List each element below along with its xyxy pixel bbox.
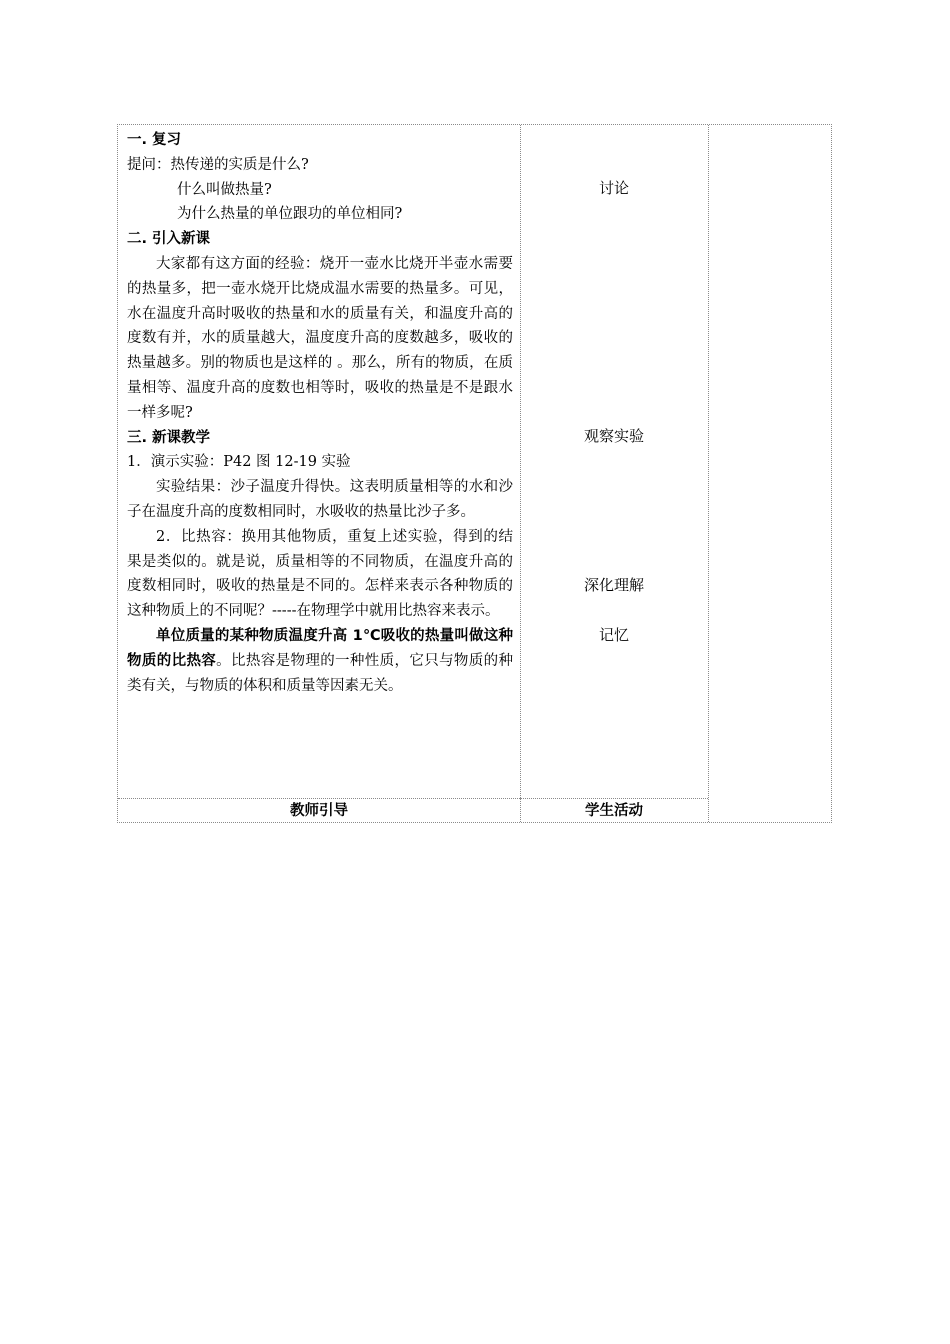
- intro-paragraph: 大家都有这方面的经验：烧开一壶水比烧开半壶水需要的热量多，把一壶水烧开比烧成温水需要的热量多。可见，水在温度升高时吸收的热量和水的质量有关，和温度升高的度数有并，水的质量越大，温度度升高的度数越多，吸收的热量越多。别的物质也是这样的 。那么，所有的物质，在质量相等、温度升高的度数也相等时，吸收的热量是不是跟水一样多呢?: [127, 255, 513, 421]
- specific-heat-definition: [127, 624, 513, 698]
- review-heading: 一. 复习: [127, 132, 182, 148]
- teacher-guidance-label: 教师引导: [290, 803, 348, 819]
- definition-rest: 。比热容是物理的一种性质，它只与物质的种类有关，与物质的体积和质量等因素无关。: [127, 652, 514, 694]
- column-divider: [708, 125, 709, 822]
- review-question-3: 为什么热量的单位跟功的单位相同?: [177, 206, 403, 223]
- demo-experiment: 1．演示实验：P42 图 12-19 实验: [127, 454, 351, 471]
- review-question-2: 什么叫做热量?: [177, 181, 272, 198]
- teacher-guidance-cell: [127, 128, 513, 698]
- activity-observe: 观察实验: [583, 427, 644, 445]
- experiment-result: 实验结果：沙子温度升得快。这表明质量相等的水和沙子在温度升高的度数相同时，水吸收的热量比沙子多。: [127, 479, 513, 520]
- activity-memorize: 记忆: [598, 626, 629, 644]
- student-activity-label: 学生活动: [585, 803, 643, 819]
- teaching-heading: 三. 新课教学: [127, 429, 211, 446]
- specific-heat-paragraph: 2．比热容：换用其他物质，重复上述实验，得到的结果是类似的。就是说，质量相等的不同物质，在温度升高的度数相同时，吸收的热量是不同的。怎样来表示各种物质的这种物质上的不同呢？-----在物理学中就用比热容来表示。: [127, 528, 513, 620]
- activity-deepen: 深化理解: [583, 576, 644, 594]
- intro-heading: 二. 引入新课: [127, 231, 211, 248]
- column-divider: [520, 125, 521, 822]
- review-question-1: 提问：热传递的实质是什么?: [127, 156, 309, 173]
- lesson-plan-table: [117, 124, 832, 823]
- definition-bold: 单位质量的某种物质温度升高 1℃吸收的热量叫做这种物质的比热容: [127, 627, 513, 669]
- activity-discuss: 讨论: [598, 179, 629, 197]
